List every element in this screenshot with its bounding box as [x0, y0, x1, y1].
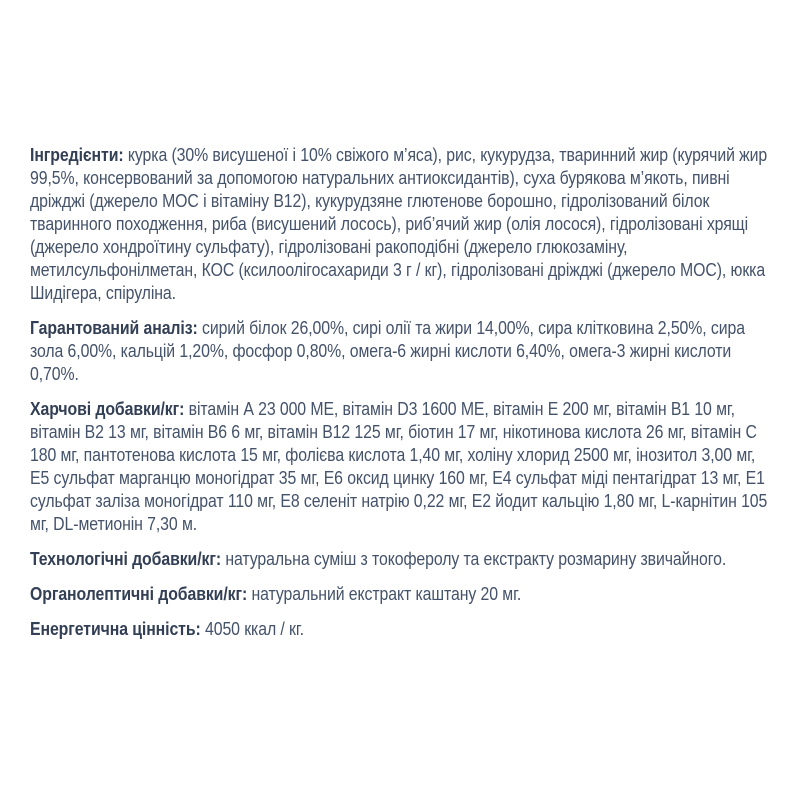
guaranteed-analysis-label: Гарантований аналіз: — [30, 318, 198, 338]
organoleptic-additives-section — [30, 583, 769, 606]
ingredients-text: курка (30% висушеної і 10% свіжого м’яса), рис, кукурудза, тваринний жир (курячий жир 99,5%, консервований за допомогою натуральних антиоксидантів), суха бурякова м’якоть, пивні дріжджі (джерело МОС і вітаміну В12), кукурудзяне глютенове борошно, гідролізований білок тваринного походження, риба (висушений лосось), риб’ячий жир (олія лосося), гідролізовані хрящі (джерело хондроїтину сульфату), гідролізовані ракоподібні (джерело глюкозаміну, метилсульфонілметан, КОС (ксилоолігосахариди 3 г / кг), гідролізовані дріжджі (джерело МОС), юкка Шидігера, спіруліна. — [30, 145, 768, 303]
energy-value-text: 4050 ккал / кг. — [205, 619, 304, 639]
ingredients-label: Інгредієнти: — [30, 145, 124, 165]
technological-additives-label: Технологічні добавки/кг: — [30, 549, 222, 569]
technological-additives-text: натуральна суміш з токоферолу та екстракту розмарину звичайного. — [225, 549, 727, 569]
organoleptic-additives-label: Органолептичні добавки/кг: — [30, 584, 248, 604]
document-page — [30, 144, 800, 653]
nutritional-additives-label: Харчові добавки/кг: — [30, 399, 185, 419]
ingredients-section — [30, 144, 769, 305]
technological-additives-section — [30, 548, 769, 571]
organoleptic-additives-text: натуральний екстракт каштану 20 мг. — [251, 584, 522, 604]
nutritional-additives-section — [30, 398, 769, 536]
nutritional-additives-text: вітамін А 23 000 МЕ, вітамін D3 1600 МЕ, вітамін Е 200 мг, вітамін В1 10 мг, вітамін В2 13 мг, вітамін В6 6 мг, вітамін В12 125 мг, біотин 17 мг, нікотинова кислота 26 мг, вітамін С 180 мг, пантотенова кислота 15 мг, фолієва кислота 1,40 мг, холіну хлорид 2500 мг, інозитол 3,00 мг, Е5 сульфат марганцю моногідрат 35 мг, Е6 оксид цинку 160 мг, Е4 сульфат міді пентагідрат 13 мг, Е1 сульфат заліза моногідрат 110 мг, Е8 селеніт натрію 0,22 мг, Е2 йодит кальцію 1,80 мг, L-карнітин 105 мг, DL-метионін 7,30 м. — [30, 399, 768, 534]
energy-value-section — [30, 618, 769, 641]
energy-value-label: Енергетична цінність: — [30, 619, 201, 639]
guaranteed-analysis-section — [30, 317, 769, 386]
label-text-block — [30, 144, 769, 641]
guaranteed-analysis-text: сирий білок 26,00%, сирі олії та жири 14,00%, сира клітковина 2,50%, сира зола 6,00%, кальцій 1,20%, фосфор 0,80%, омега-6 жирні кислоти 6,40%, омега-3 жирні кислоти 0,70%. — [30, 318, 745, 384]
